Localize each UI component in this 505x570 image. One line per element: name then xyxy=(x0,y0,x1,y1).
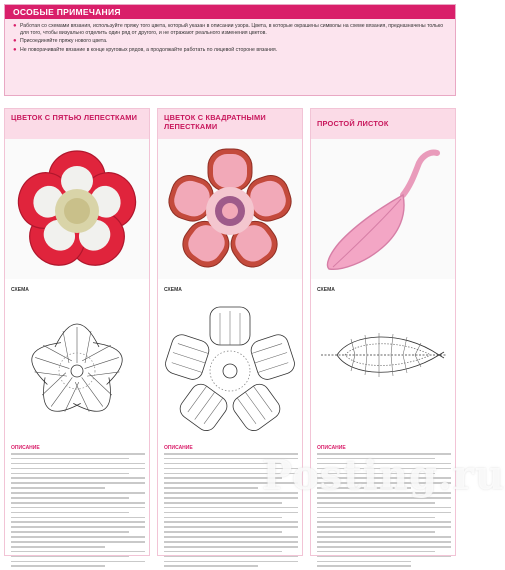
column-title: ЦВЕТОК С КВАДРАТНЫМИ ЛЕПЕСТКАМИ xyxy=(158,109,302,139)
note-text: Присоединяйте пряжу нового цвета. xyxy=(20,38,108,45)
schema-label: СХЕМА xyxy=(164,287,182,293)
description-heading: ОПИСАНИЕ xyxy=(164,445,193,451)
description-heading: ОПИСАНИЕ xyxy=(317,445,346,451)
five-petal-crochet-chart xyxy=(5,293,149,443)
five-petal-flower-column xyxy=(4,108,150,556)
simple-leaf-column xyxy=(310,108,456,556)
simple-leaf-photo xyxy=(311,139,455,279)
notes-title: ОСОБЫЕ ПРИМЕЧАНИЯ xyxy=(5,5,455,19)
special-notes-box xyxy=(4,4,456,96)
column-title: ЦВЕТОК С ПЯТЬЮ ЛЕПЕСТКАМИ xyxy=(5,109,149,139)
bullet-icon: ● xyxy=(13,38,17,45)
note-item xyxy=(13,38,447,45)
leaf-crochet-chart xyxy=(311,293,455,443)
description-text xyxy=(317,453,451,570)
description-text xyxy=(11,453,145,570)
bullet-icon: ● xyxy=(13,23,17,29)
schema-label: СХЕМА xyxy=(11,287,29,293)
notes-list xyxy=(5,19,455,53)
note-item xyxy=(13,23,447,36)
bullet-icon: ● xyxy=(13,46,17,53)
square-petal-crochet-chart xyxy=(158,293,302,443)
note-text: Работая со схемами вязания, используйте пряжу того цвета, который указан в описании узора. Цвета, в которые окрашены символы на схеме вязания, предназначены только для того, чтобы визуально отделить один ряд от другого, и не отражают реального изменения цветов. xyxy=(20,23,444,36)
note-text: Не поворачивайте вязание в конце круговых рядов, а продолжайте работать по лицевой стороне вязания. xyxy=(20,46,278,53)
square-petal-flower-photo xyxy=(158,139,302,279)
five-petal-flower-photo xyxy=(5,139,149,279)
description-heading: ОПИСАНИЕ xyxy=(11,445,40,451)
column-title: ПРОСТОЙ ЛИСТОК xyxy=(311,109,455,139)
schema-label: СХЕМА xyxy=(317,287,335,293)
square-petal-flower-column xyxy=(157,108,303,556)
description-text xyxy=(164,453,298,570)
watermark-text: Posting.ru xyxy=(262,452,505,499)
note-item xyxy=(13,47,447,54)
